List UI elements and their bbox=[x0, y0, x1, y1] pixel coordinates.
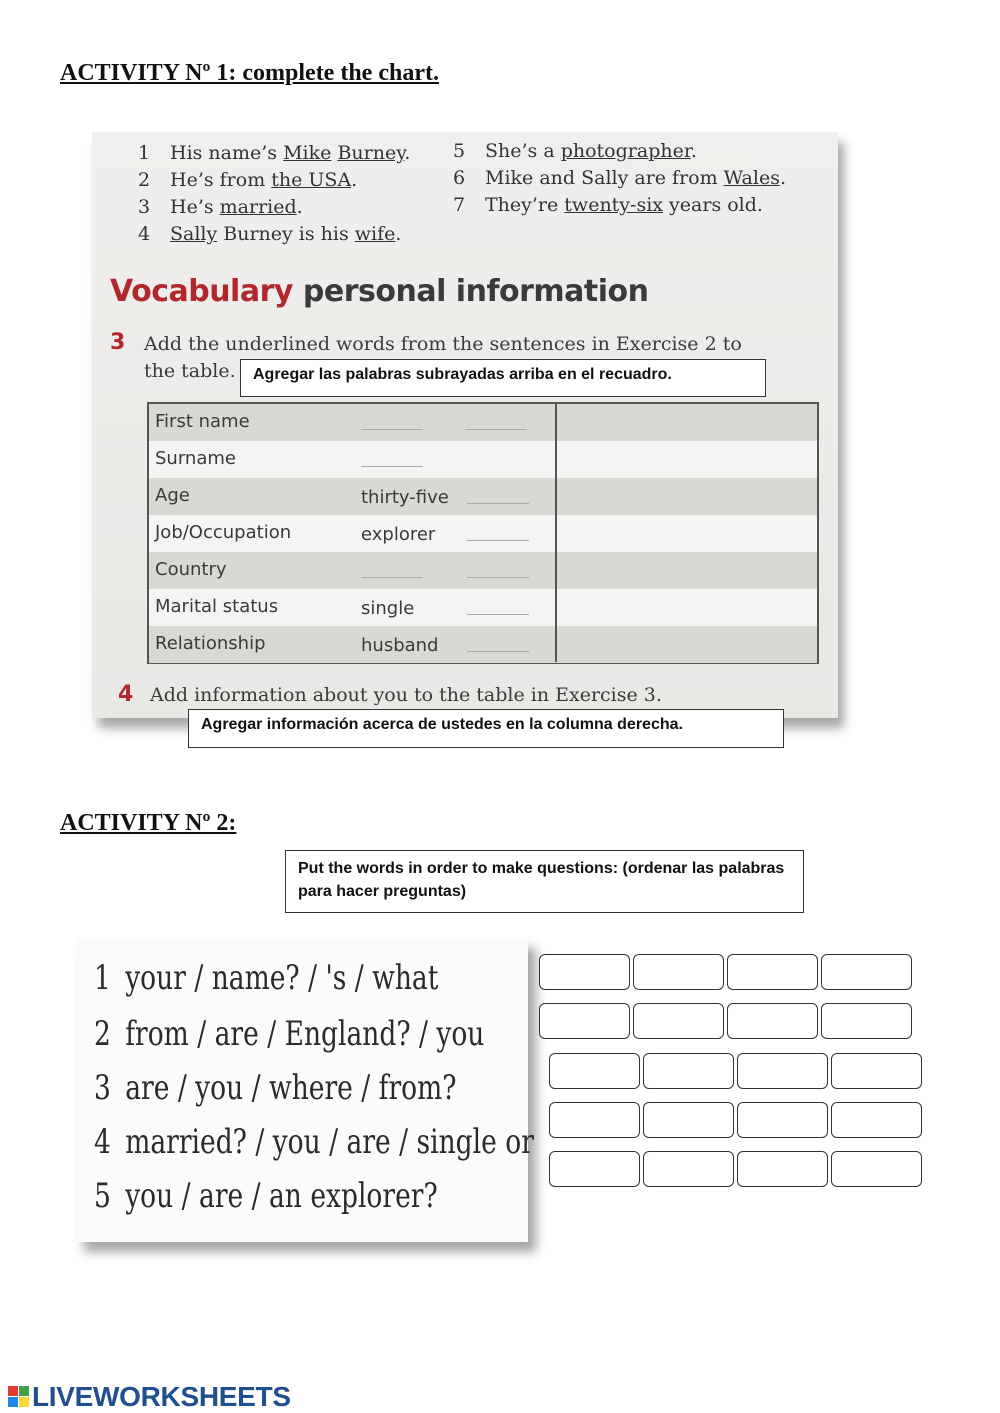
question-4: 4 married? / you / are / single or bbox=[94, 1122, 534, 1162]
question-1: 1 your / name? / 's / what bbox=[94, 958, 439, 998]
liveworksheets-logo bbox=[8, 1381, 291, 1413]
question-2: 2 from / are / England? / you bbox=[94, 1014, 485, 1054]
table-row bbox=[149, 626, 817, 663]
exercise-4-text: Add information about you to the table in Exercise 3. bbox=[150, 684, 662, 706]
table-row bbox=[149, 552, 817, 589]
sentence-2: 2 He’s from the USA. bbox=[138, 169, 358, 191]
row-value: thirty-five bbox=[361, 487, 449, 508]
blank-line bbox=[361, 429, 423, 430]
answer-box-q1-3[interactable] bbox=[727, 954, 818, 990]
table-row bbox=[149, 441, 817, 478]
sentence-3: 3 He’s married. bbox=[138, 196, 303, 218]
row-label: First name bbox=[155, 411, 250, 432]
logo-grid-icon bbox=[8, 1386, 30, 1408]
activity-2-heading: ACTIVITY Nº 2: bbox=[60, 810, 237, 836]
blank-line bbox=[467, 614, 529, 615]
table-row bbox=[149, 515, 817, 552]
logo-text: LIVEWORKSHEETS bbox=[32, 1381, 291, 1412]
textbook-photo-1 bbox=[92, 132, 838, 718]
row-label: Surname bbox=[155, 448, 236, 469]
vocabulary-title: Vocabulary personal information bbox=[110, 274, 649, 309]
table-column-divider bbox=[555, 404, 557, 662]
row-label: Marital status bbox=[155, 596, 279, 617]
activity-1-heading: ACTIVITY Nº 1: complete the chart. bbox=[60, 60, 439, 86]
row-value: husband bbox=[361, 635, 439, 656]
answer-box-q2-3[interactable] bbox=[727, 1003, 818, 1039]
answer-box-q3-4[interactable] bbox=[831, 1053, 922, 1089]
row-value: single bbox=[361, 598, 415, 619]
answer-box-q2-2[interactable] bbox=[633, 1003, 724, 1039]
answer-box-q5-2[interactable] bbox=[643, 1151, 734, 1187]
answer-box-q5-3[interactable] bbox=[737, 1151, 828, 1187]
answer-box-q4-2[interactable] bbox=[643, 1102, 734, 1138]
instruction-box: Put the words in order to make questions: (ordenar las palabras para hacer preguntas) bbox=[285, 850, 804, 913]
answer-box-q5-1[interactable] bbox=[549, 1151, 640, 1187]
blank-line bbox=[361, 466, 423, 467]
answer-box-q4-1[interactable] bbox=[549, 1102, 640, 1138]
blank-line bbox=[467, 540, 529, 541]
sentence-4: 4 Sally Burney is his wife. bbox=[138, 223, 402, 245]
blank-line bbox=[465, 429, 527, 430]
answer-box-q3-3[interactable] bbox=[737, 1053, 828, 1089]
sentence-5: 5 She’s a photographer. bbox=[453, 140, 697, 162]
answer-box-q2-1[interactable] bbox=[539, 1003, 630, 1039]
answer-box-q4-4[interactable] bbox=[831, 1102, 922, 1138]
question-3: 3 are / you / where / from? bbox=[94, 1068, 457, 1108]
table-row bbox=[149, 404, 817, 441]
exercise-3-line-1: Add the underlined words from the sentences in Exercise 2 to bbox=[144, 333, 742, 355]
question-5: 5 you / are / an explorer? bbox=[94, 1176, 438, 1216]
exercise-3-number: 3 bbox=[110, 330, 126, 355]
row-label: Relationship bbox=[155, 633, 266, 654]
textbook-photo-2 bbox=[76, 938, 534, 1242]
exercise-4-number: 4 bbox=[118, 682, 134, 707]
answer-box-q3-2[interactable] bbox=[643, 1053, 734, 1089]
answer-box-q3-1[interactable] bbox=[549, 1053, 640, 1089]
blank-line bbox=[361, 577, 423, 578]
sentence-7: 7 They’re twenty-six years old. bbox=[453, 194, 763, 216]
note-box-personal-info: Agregar información acerca de ustedes en la columna derecha. bbox=[188, 709, 784, 748]
blank-line bbox=[467, 651, 529, 652]
answer-box-q2-4[interactable] bbox=[821, 1003, 912, 1039]
note-box-underlined-words: Agregar las palabras subrayadas arriba en el recuadro. bbox=[240, 359, 766, 397]
answer-box-q5-4[interactable] bbox=[831, 1151, 922, 1187]
row-label: Age bbox=[155, 485, 190, 506]
answer-box-q4-3[interactable] bbox=[737, 1102, 828, 1138]
blank-line bbox=[467, 503, 529, 504]
sentence-1: 1 His name’s Mike Burney. bbox=[138, 142, 411, 164]
table-row bbox=[149, 478, 817, 515]
table-row bbox=[149, 589, 817, 626]
row-value: explorer bbox=[361, 524, 436, 545]
vocabulary-table bbox=[147, 402, 819, 664]
row-label: Job/Occupation bbox=[155, 522, 292, 543]
answer-box-q1-1[interactable] bbox=[539, 954, 630, 990]
row-label: Country bbox=[155, 559, 227, 580]
exercise-3-line-2: the table. bbox=[144, 360, 236, 382]
blank-line bbox=[467, 577, 529, 578]
sentence-6: 6 Mike and Sally are from Wales. bbox=[453, 167, 786, 189]
answer-box-q1-2[interactable] bbox=[633, 954, 724, 990]
answer-box-q1-4[interactable] bbox=[821, 954, 912, 990]
